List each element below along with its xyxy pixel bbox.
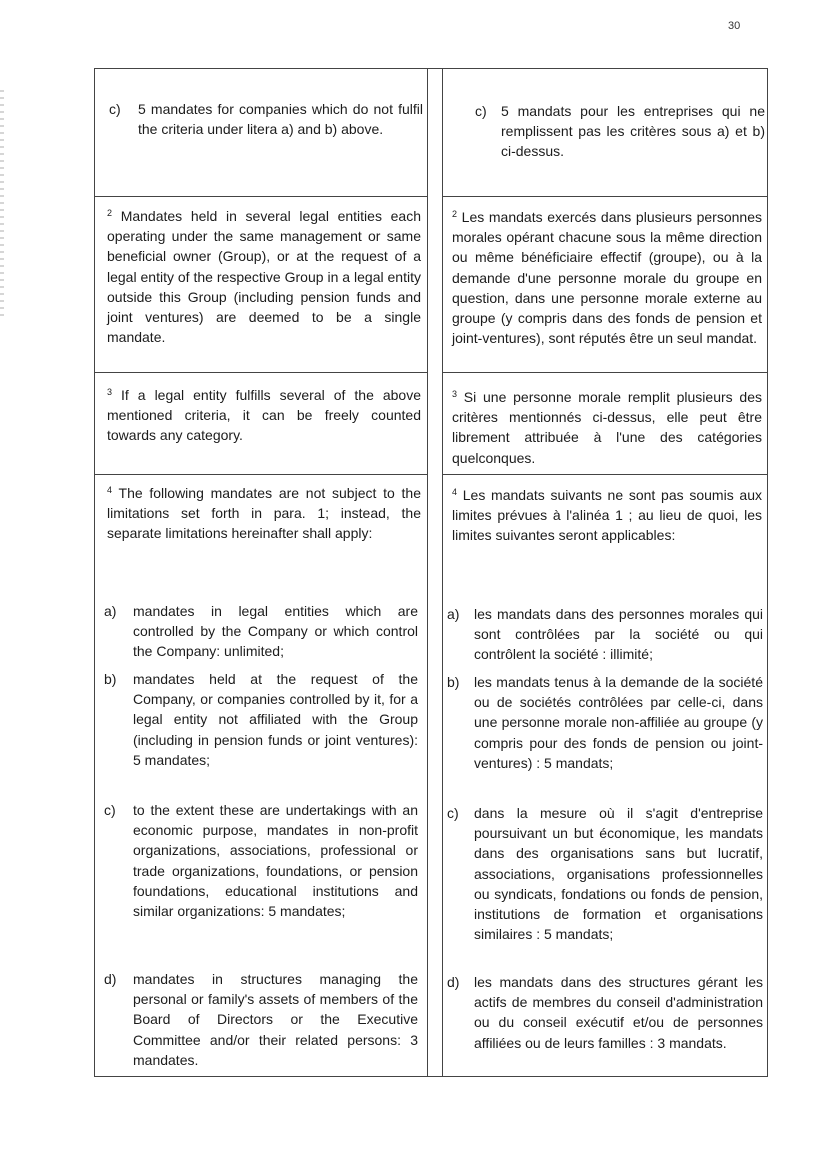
list-label: c) xyxy=(109,101,121,117)
paragraph-text: Si une personne morale remplit plusieurs des critères mentionnés ci-dessus, elle peut être librement attribuée à l'une des catégories quelconques. xyxy=(452,389,762,466)
list-label: c) xyxy=(104,802,116,818)
footnote-number: 4 xyxy=(452,487,458,497)
scan-edge-artifact xyxy=(0,90,4,320)
fr-paragraph-4 xyxy=(452,485,762,546)
list-text: les mandats dans des personnes morales qui sont contrôlées par la société ou qui contrôlent la société : illimité; xyxy=(474,606,763,663)
paragraph-text: Les mandats exercés dans plusieurs personnes morales opérant chacune sous la même direction ou même bénéficiaire effectif (groupe), ou à la demande d'une personne morale du groupe en question, dans une personne morale externe au groupe (y compris dans des fonds de pension et joint-ventures), sont réputés être un seul mandat. xyxy=(452,209,762,347)
list-text: dans la mesure où il s'agit d'entreprise poursuivant un but économique, les mandats dans des organisations sans but lucratif, associations, organisations professionnelles ou syndicats, fondations ou fonds de pension, institutions de formation et organisations similaires : 5 mandats; xyxy=(474,805,763,943)
paragraph-text: The following mandates are not subject to the limitations set forth in para. 1; instead, the separate limitations hereinafter shall apply: xyxy=(107,485,421,542)
list-label: c) xyxy=(447,805,459,821)
list-text: to the extent these are undertakings with an economic purpose, mandates in non-profit organizations, associations, professional or trade organizations, foundations, or pension foundations, educational institutions and similar organizations: 5 mandates; xyxy=(133,802,418,920)
paragraph-text: If a legal entity fulfills several of the above mentioned criteria, it can be freely counted towards any category. xyxy=(107,387,421,444)
column-divider-left xyxy=(427,69,428,1076)
list-text: les mandats dans des structures gérant les actifs de membres du conseil d'administration ou du conseil exécutif et/ou de personnes affiliées ou de leurs familles : 3 mandats. xyxy=(474,974,763,1051)
en-paragraph-4 xyxy=(107,483,421,544)
row-divider xyxy=(442,474,767,475)
page-number: 30 xyxy=(728,20,741,32)
list-label: a) xyxy=(104,603,117,619)
list-text: mandates held at the request of the Company, or companies controlled by it, for a legal entity not affiliated with the Group (including in pension funds or joint ventures): 5 mandates; xyxy=(133,671,418,768)
list-text: 5 mandates for companies which do not fulfil the criteria under litera a) and b) above. xyxy=(138,101,423,138)
list-label: b) xyxy=(104,671,117,687)
list-text: mandates in structures managing the personal or family's assets of members of the Board of Directors or the Executive Committee and/or their related persons: 3 mandates. xyxy=(133,971,418,1068)
column-divider-right xyxy=(442,69,443,1076)
list-text: 5 mandats pour les entreprises qui ne remplissent pas les critères sous a) et b) ci-dessus. xyxy=(501,103,765,160)
list-label: b) xyxy=(447,674,460,690)
row-divider xyxy=(442,372,767,373)
fr-paragraph-3 xyxy=(452,387,762,468)
en-paragraph-3 xyxy=(107,385,421,446)
row-divider xyxy=(95,372,428,373)
bilingual-table xyxy=(94,68,768,1077)
list-text: les mandats tenus à la demande de la société ou de sociétés contrôlées par celle-ci, dans une personne morale non-affiliée au groupe (y compris pour des fonds de pension ou joint-ventures) : 5 mandats; xyxy=(474,674,763,771)
list-label: d) xyxy=(104,971,117,987)
paragraph-text: Les mandats suivants ne sont pas soumis aux limites prévues à l'alinéa 1 ; au lieu de quoi, les limites suivantes seront applicables: xyxy=(452,487,762,544)
fr-paragraph-2 xyxy=(452,207,762,348)
footnote-number: 3 xyxy=(452,389,458,399)
row-divider xyxy=(95,196,428,197)
footnote-number: 3 xyxy=(107,387,113,397)
list-label: a) xyxy=(447,606,460,622)
footnote-number: 2 xyxy=(107,208,113,218)
paragraph-text: Mandates held in several legal entities each operating under the same management or same beneficial owner (Group), or at the request of a legal entity of the respective Group in a legal entity outside this Group (including pension funds and joint ventures) are deemed to be a single mandate. xyxy=(107,208,421,346)
list-label: d) xyxy=(447,974,460,990)
en-paragraph-2 xyxy=(107,206,421,347)
list-text: mandates in legal entities which are controlled by the Company or which control the Company: unlimited; xyxy=(133,603,418,660)
row-divider xyxy=(442,196,767,197)
row-divider xyxy=(95,474,428,475)
footnote-number: 2 xyxy=(452,209,458,219)
list-label: c) xyxy=(475,103,487,119)
footnote-number: 4 xyxy=(107,485,113,495)
